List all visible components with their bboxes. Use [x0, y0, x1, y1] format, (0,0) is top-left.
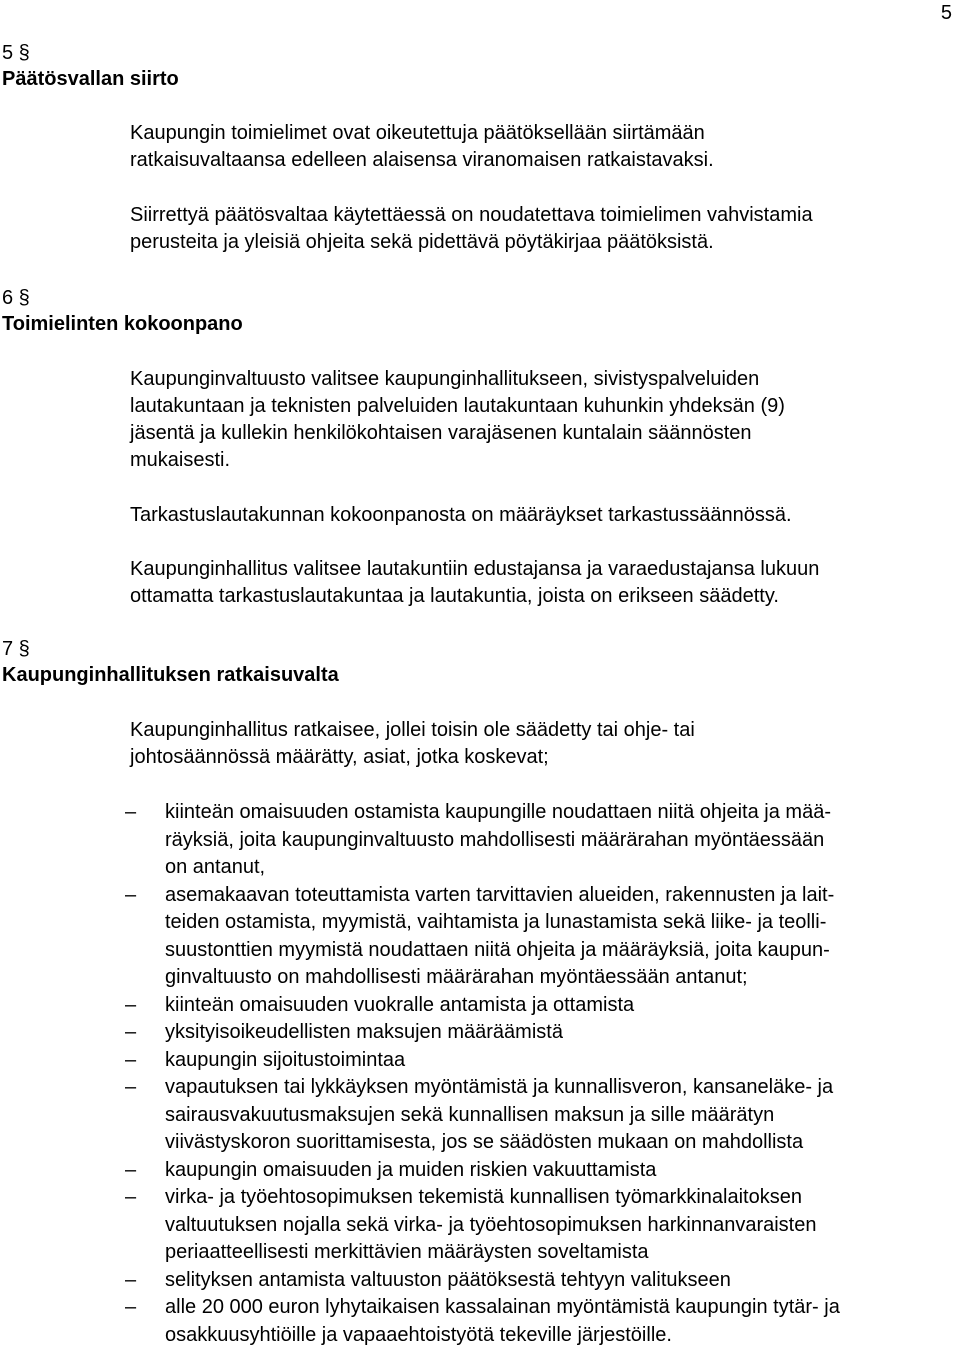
- list-item: [125, 1157, 958, 1185]
- text-line: virka- ja työehtosopimuksen tekemistä kunnallisen työmarkkinalaitoksen: [165, 1186, 802, 1208]
- list-item: [125, 1294, 958, 1349]
- section-6-paragraph-2: [130, 502, 950, 529]
- text-line: suustonttien myymistä noudattaen niitä ohjeita ja määräyksiä, joita kaupun-: [165, 938, 830, 961]
- text-line: sairausvakuutusmaksujen sekä kunnallisen maksun ja sille määrätyn: [165, 1103, 775, 1126]
- section-6-number: 6 §: [2, 287, 30, 309]
- section-7-title: Kaupunginhallituksen ratkaisuvalta: [2, 664, 339, 686]
- dash-bullet-icon: –: [125, 1296, 137, 1318]
- text-line: perusteita ja yleisiä ohjeita sekä pidettävä pöytäkirjaa päätöksistä.: [130, 231, 714, 253]
- section-7-paragraph-1: [130, 717, 950, 771]
- text-line: Kaupungin toimielimet ovat oikeutettuja päätöksellään siirtämään: [130, 122, 705, 144]
- list-item: [125, 1184, 958, 1267]
- dash-bullet-icon: –: [125, 993, 137, 1016]
- section-6-title: Toimielinten kokoonpano: [2, 313, 243, 335]
- dash-bullet-icon: –: [125, 1268, 137, 1291]
- text-line: Siirrettyä päätösvaltaa käytettäessä on noudatettava toimielimen vahvistamia: [130, 204, 813, 226]
- text-line: ginvaltuusto on mahdollisesti määrärahan myöntäessään antanut;: [165, 966, 748, 988]
- text-line: ratkaisuvaltaansa edelleen alaisensa viranomaisen ratkaistavaksi.: [130, 149, 714, 171]
- text-line: osakkuusyhtiöille ja vapaaehtoistyötä tekeville järjestöille.: [165, 1323, 672, 1346]
- text-line: yksityisoikeudellisten maksujen määräämistä: [165, 1021, 563, 1043]
- section-6-paragraph-3: [130, 556, 950, 610]
- text-line: teiden ostamista, myymistä, vaihtamista ja lunastamista sekä liike- ja teolli-: [165, 911, 827, 933]
- text-line: viivästyskoron suorittamisesta, jos se säädösten mukaan on mahdollista: [165, 1131, 804, 1153]
- text-line: räyksiä, joita kaupunginvaltuusto mahdollisesti määrärahan myöntäessään: [165, 828, 825, 851]
- text-line: kiinteän omaisuuden vuokralle antamista ja ottamista: [165, 993, 635, 1016]
- list-item: [125, 882, 958, 992]
- text-line: ottamatta tarkastuslautakuntaa ja lautakuntia, joista on erikseen säädetty.: [130, 585, 779, 607]
- dash-bullet-icon: –: [125, 1186, 137, 1208]
- list-item: [125, 799, 958, 882]
- text-line: Kaupunginhallitus ratkaisee, jollei toisin ole säädetty tai ohje- tai: [130, 719, 695, 741]
- section-5-paragraph-1: [130, 120, 950, 174]
- text-line: kaupungin omaisuuden ja muiden riskien vakuuttamista: [165, 1158, 657, 1181]
- section-7-number: 7 §: [2, 638, 30, 660]
- text-line: vapautuksen tai lykkäyksen myöntämistä ja kunnallisveron, kansaneläke- ja: [165, 1076, 834, 1098]
- text-line: Kaupunginvaltuusto valitsee kaupunginhallitukseen, sivistyspalveluiden: [130, 368, 760, 390]
- page-number: 5: [940, 2, 952, 24]
- text-line: lautakuntaan ja teknisten palveluiden lautakuntaan kuhunkin yhdeksän (9): [130, 395, 785, 417]
- list-item: [125, 1267, 958, 1295]
- list-item: [125, 1047, 958, 1075]
- text-line: Kaupunginhallitus valitsee lautakuntiin edustajansa ja varaedustajansa lukuun: [130, 558, 820, 580]
- text-line: mukaisesti.: [130, 449, 231, 471]
- text-line: Tarkastuslautakunnan kokoonpanosta on määräykset tarkastussäännössä.: [130, 504, 792, 526]
- dash-bullet-icon: –: [125, 1021, 137, 1043]
- section-5-title: Päätösvallan siirto: [2, 68, 179, 90]
- list-item: [125, 1074, 958, 1157]
- text-line: johtosäännössä määrätty, asiat, jotka koskevat;: [130, 746, 549, 768]
- text-line: alle 20 000 euron lyhytaikaisen kassalainan myöntämistä kaupungin tytär- ja: [165, 1296, 840, 1318]
- list-item: [125, 1019, 958, 1047]
- dash-bullet-icon: –: [125, 883, 137, 906]
- text-line: valtuutuksen nojalla sekä virka- ja työehtosopimuksen harkinnanvaraisten: [165, 1213, 817, 1236]
- section-5-paragraph-2: [130, 202, 950, 256]
- text-line: selityksen antamista valtuuston päätöksestä tehtyyn valitukseen: [165, 1268, 731, 1291]
- text-line: kaupungin sijoitustoimintaa: [165, 1048, 406, 1071]
- list-item: [125, 992, 958, 1020]
- dash-bullet-icon: –: [125, 1048, 137, 1071]
- text-line: asemakaavan toteuttamista varten tarvittavien alueiden, rakennusten ja lait-: [165, 883, 835, 906]
- text-line: periaatteellisesti merkittävien määräysten soveltamista: [165, 1241, 649, 1263]
- matters-list: [125, 799, 958, 1349]
- dash-bullet-icon: –: [125, 801, 137, 823]
- dash-bullet-icon: –: [125, 1076, 137, 1098]
- dash-bullet-icon: –: [125, 1158, 137, 1181]
- text-line: on antanut,: [165, 856, 266, 878]
- text-line: kiinteän omaisuuden ostamista kaupungille noudattaen niitä ohjeita ja mää-: [165, 801, 831, 823]
- section-5-number: 5 §: [2, 42, 30, 64]
- section-6-paragraph-1: [130, 366, 950, 474]
- text-line: jäsentä ja kullekin henkilökohtaisen varajäsenen kuntalain säännösten: [130, 422, 752, 444]
